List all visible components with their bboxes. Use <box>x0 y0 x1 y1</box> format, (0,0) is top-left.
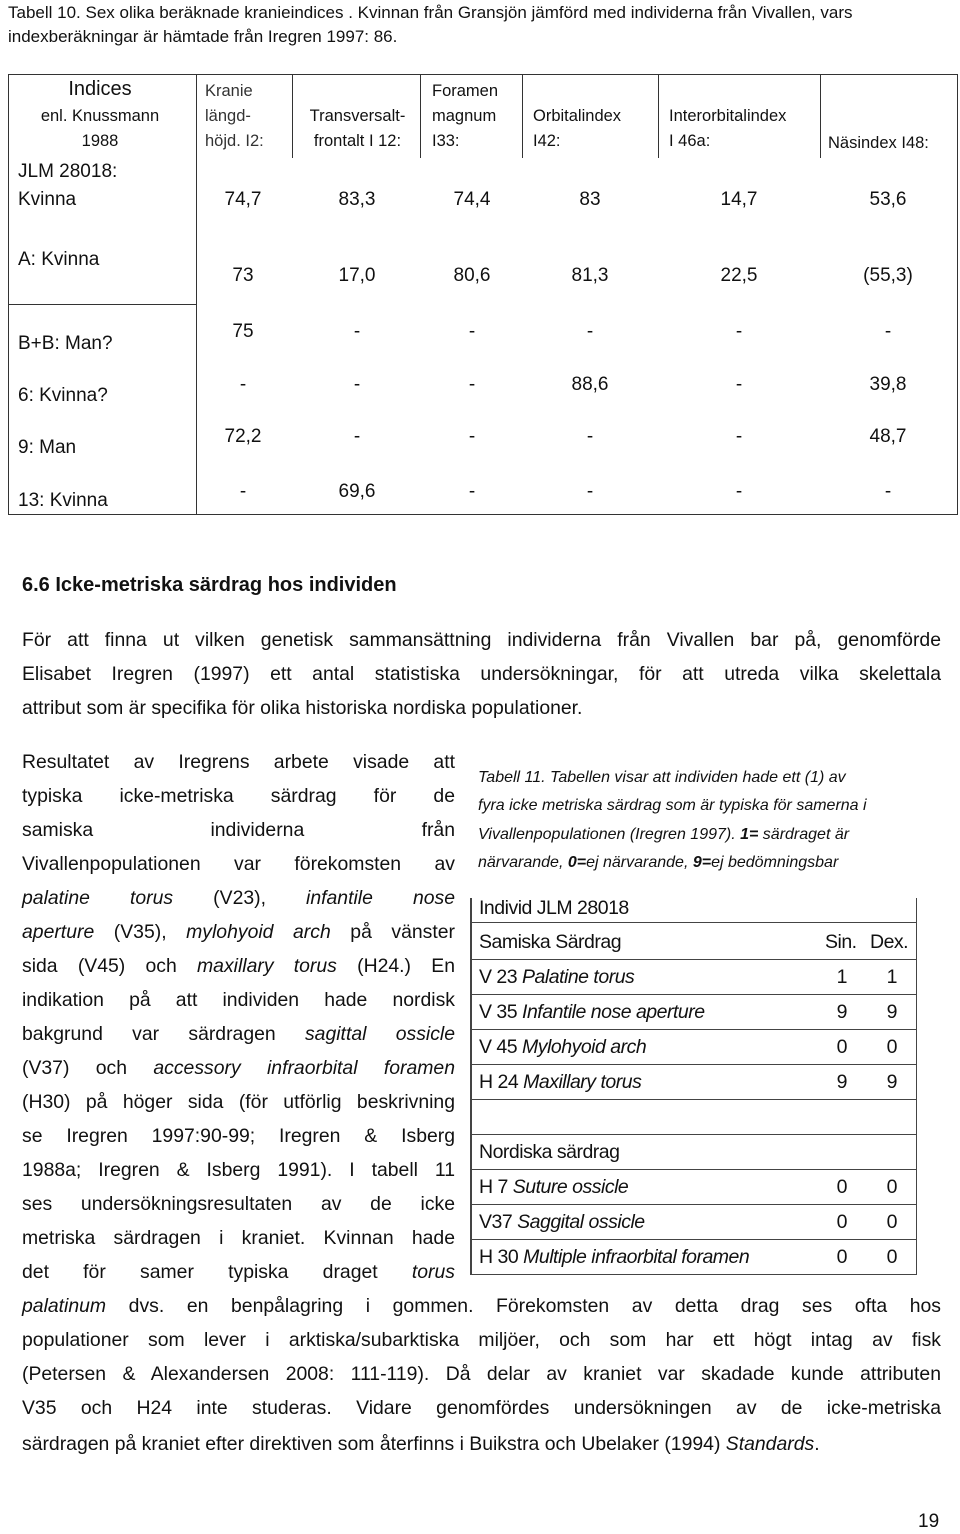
dex-value: 1 <box>886 966 897 988</box>
para2-line: ses undersökningsresultaten av de icke <box>22 1193 455 1215</box>
table10-caption-line2: indexberäkningar är hämtade från Iregren 1997: 86. <box>8 27 398 46</box>
para2-line: palatine torus (V23), infantile nose <box>22 887 455 909</box>
table-row <box>470 1240 917 1275</box>
cell: 22,5 <box>720 265 758 286</box>
table-row <box>470 1170 917 1205</box>
para2-line: se Iregren 1997:90-99; Iregren & Isberg <box>22 1125 455 1147</box>
trait-code: H 24 <box>479 1071 519 1093</box>
trait-name: Infantile nose aperture <box>522 1001 705 1023</box>
trait-code: V37 <box>479 1211 513 1233</box>
para2-line: det för samer typiska draget torus <box>22 1261 455 1283</box>
para2-line: särdragen på kraniet efter direktiven som återfinns i Buikstra och Ubelaker (1994) Standards. <box>22 1433 820 1455</box>
table11-caption-line1: Tabell 11. Tabellen visar att individen hade ett (1) av <box>478 769 846 786</box>
cell: 74,7 <box>224 189 262 210</box>
cell: 80,6 <box>453 265 491 286</box>
cell: - <box>884 321 892 342</box>
col2-header-line1: Transversalt- <box>309 107 406 125</box>
cell: 53,6 <box>869 189 907 210</box>
dex-value: 0 <box>886 1036 897 1058</box>
row-label-bb-man: B+B: Man? <box>18 333 113 354</box>
dex-label: Dex. <box>870 931 909 953</box>
dex-value: 0 <box>886 1246 897 1268</box>
table11-caption-line2: fyra icke metriska särdrag som är typiska för samerna i <box>478 797 867 814</box>
cell: - <box>884 481 892 502</box>
cell: 69,6 <box>338 481 376 502</box>
col3-header-line2: magnum <box>432 107 497 125</box>
row-label-6-kvinna: 6: Kvinna? <box>18 385 108 406</box>
col4-header-line1: Orbitalindex <box>533 107 622 125</box>
cell: 83,3 <box>338 189 376 210</box>
samiska-label: Samiska Särdrag <box>479 931 622 953</box>
table11-caption-line3: Vivallenpopulationen (Iregren 1997). 1= särdraget är <box>478 826 850 843</box>
trait-code: V 23 <box>479 966 518 988</box>
cell: 88,6 <box>571 374 609 395</box>
para2-line: typiska icke-metriska särdrag för de <box>22 785 455 807</box>
cell: - <box>353 321 361 342</box>
table-row <box>470 995 917 1030</box>
cell: - <box>239 374 247 395</box>
cell: 17,0 <box>338 265 376 286</box>
page-number: 19 <box>918 1511 940 1532</box>
trait-name: Mylohyoid arch <box>522 1036 647 1058</box>
table11-title-row <box>470 896 917 923</box>
para2-line: Vivallenpopulationen var förekomsten av <box>22 853 455 875</box>
cell: - <box>735 321 743 342</box>
para1-line: attribut som är specifika för olika historiska nordiska populationer. <box>22 697 583 719</box>
trait-name: Saggital ossicle <box>517 1211 645 1233</box>
para2-line: samiska individerna från <box>22 819 455 841</box>
dex-value: 9 <box>886 1001 897 1023</box>
para2-line: bakgrund var särdragen sagittal ossicle <box>22 1023 455 1045</box>
cell: - <box>468 481 476 502</box>
nordiska-label: Nordiska särdrag <box>479 1141 620 1163</box>
para2-line: (Petersen & Alexandersen 2008: 111-119). Då delar av kraniet var skadade kunde attributen <box>22 1363 941 1385</box>
col2-header-line2: frontalt I 12: <box>313 132 402 150</box>
indices-sub2: 1988 <box>81 132 119 150</box>
col1-header-line3: höjd. I2: <box>205 132 264 150</box>
cell: - <box>468 321 476 342</box>
sin-value: 0 <box>836 1176 847 1198</box>
row-label-a-kvinna: A: Kvinna <box>18 249 100 270</box>
col1-header-line2: längd- <box>205 107 251 125</box>
table-row <box>470 960 917 995</box>
table-row <box>470 1205 917 1240</box>
trait-code: H 30 <box>479 1246 519 1268</box>
trait-code: H 7 <box>479 1176 508 1198</box>
cell: 14,7 <box>720 189 758 210</box>
trait-code: V 45 <box>479 1036 518 1058</box>
cell: - <box>586 426 594 447</box>
para2-line: (V37) och accessory infraorbital foramen <box>22 1057 455 1079</box>
group-label: JLM 28018: <box>18 161 118 182</box>
table-row <box>470 1065 917 1100</box>
trait-name: Palatine torus <box>522 966 635 988</box>
para2-line: Resultatet av Iregrens arbete visade att <box>22 751 455 773</box>
row-label-13-kvinna: 13: Kvinna <box>18 490 108 511</box>
cell: 73 <box>232 265 254 286</box>
para2-line: palatinum dvs. en benpålagring i gommen. Förekomsten av detta drag ses ofta hos <box>22 1295 941 1317</box>
trait-name: Maxillary torus <box>523 1071 642 1093</box>
trait-code: V 35 <box>479 1001 518 1023</box>
col5-header-line1: Interorbitalindex <box>669 107 787 125</box>
indices-title: Indices <box>68 78 132 100</box>
para2-line: 1988a; Iregren & Isberg 1991). I tabell 11 <box>22 1159 455 1181</box>
sin-value: 0 <box>836 1211 847 1233</box>
col1-header-line1: Kranie <box>205 82 253 100</box>
sin-label: Sin. <box>825 931 857 953</box>
cell: 83 <box>579 189 601 210</box>
cell: 74,4 <box>453 189 491 210</box>
table11 <box>470 898 917 1275</box>
sin-value: 1 <box>836 966 847 988</box>
sin-value: 0 <box>836 1036 847 1058</box>
table10-caption-line1: Tabell 10. Sex olika beräknade kranieindices . Kvinnan från Gransjön jämförd med individerna från Vivallen, vars <box>8 3 853 22</box>
table10 <box>0 0 960 520</box>
cell: - <box>586 321 594 342</box>
cell: 81,3 <box>571 265 609 286</box>
table-row <box>470 1030 917 1065</box>
cell: - <box>239 481 247 502</box>
dex-value: 0 <box>886 1211 897 1233</box>
cell: - <box>735 374 743 395</box>
cell: - <box>735 426 743 447</box>
table11-header-row <box>470 925 917 960</box>
section-heading: 6.6 Icke-metriska särdrag hos individen <box>22 574 397 596</box>
sin-value: 0 <box>836 1246 847 1268</box>
cell: 39,8 <box>869 374 907 395</box>
col6-header: Näsindex I48: <box>828 134 929 152</box>
para2-line: sida (V45) och maxillary torus (H24.) En <box>22 955 455 977</box>
cell: 72,2 <box>224 426 262 447</box>
dex-value: 0 <box>886 1176 897 1198</box>
sin-value: 9 <box>836 1071 847 1093</box>
col3-header-line3: I33: <box>432 132 460 150</box>
para2-line: (H30) på höger sida (för utförlig beskrivning <box>22 1091 455 1113</box>
indices-sub1: enl. Knussmann <box>40 107 160 125</box>
cell: - <box>468 426 476 447</box>
dex-value: 9 <box>886 1071 897 1093</box>
col4-header-line2: I42: <box>533 132 561 150</box>
trait-name: Suture ossicle <box>512 1176 629 1198</box>
cell: - <box>586 481 594 502</box>
row-label-9-man: 9: Man <box>18 437 77 458</box>
cell: (55,3) <box>863 265 913 286</box>
para1-line: Elisabet Iregren (1997) ett antal statistiska undersökningar, för att utreda vilka skelettala <box>22 663 941 685</box>
sin-value: 9 <box>836 1001 847 1023</box>
cell: - <box>353 374 361 395</box>
row-label-kvinna: Kvinna <box>18 189 77 210</box>
trait-name: Multiple infraorbital foramen <box>523 1246 750 1268</box>
cell: 48,7 <box>869 426 907 447</box>
para2-line: aperture (V35), mylohyoid arch på vänster <box>22 921 455 943</box>
cell: 75 <box>232 321 254 342</box>
col3-header-line1: Foramen <box>432 82 499 100</box>
col5-header-line2: I 46a: <box>669 132 711 150</box>
para2-line: V35 och H24 inte studeras. Vidare genomfördes undersökningen av de icke-metriska <box>22 1397 941 1419</box>
para2-line: metriska särdragen i kraniet. Kvinnan hade <box>22 1227 455 1249</box>
table11-caption-line4: närvarande, 0=ej närvarande, 9=ej bedömningsbar <box>478 854 839 871</box>
cell: - <box>735 481 743 502</box>
cell: - <box>353 426 361 447</box>
cell: - <box>468 374 476 395</box>
para2-line: indikation på att individen hade nordisk <box>22 989 455 1011</box>
table11-title: Individ JLM 28018 <box>479 897 629 919</box>
para1-line: För att finna ut vilken genetisk sammansättning individerna från Vivallen bar på, genomförde <box>22 629 941 651</box>
table11-nordiska-header-row <box>470 1135 917 1170</box>
table11-empty-row <box>470 1100 917 1135</box>
para2-line: populationer som lever i arktiska/subarktiska miljöer, och som har ett högt intag av fisk <box>22 1329 941 1351</box>
